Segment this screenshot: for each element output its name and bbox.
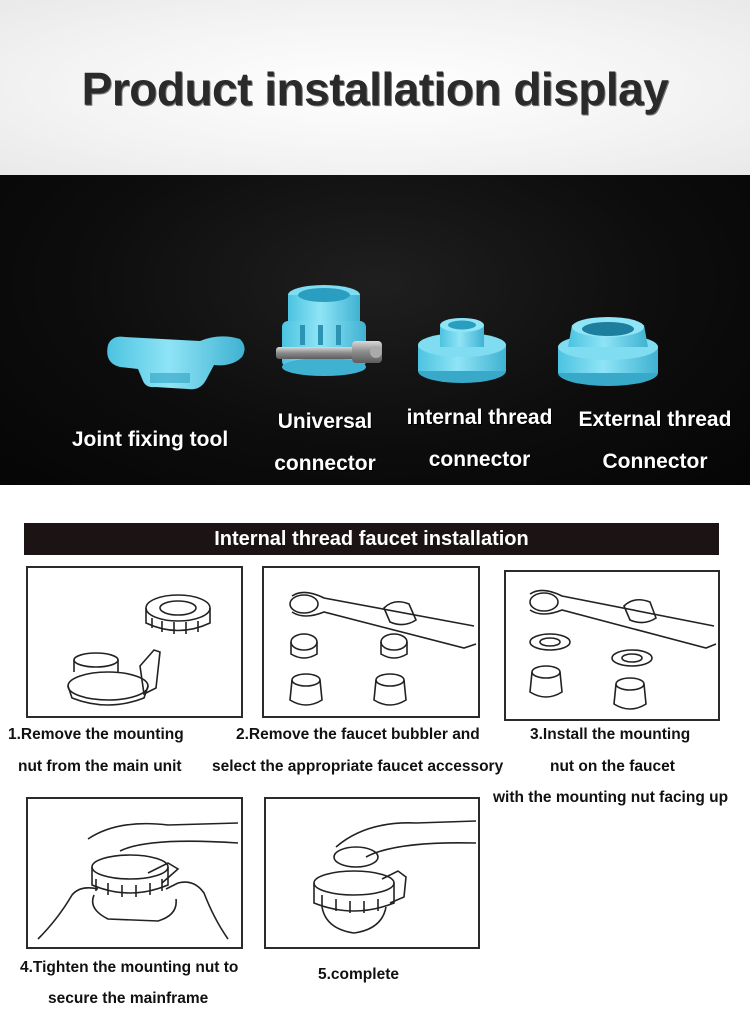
universal-connector-image: [276, 285, 382, 376]
step-1-illustration: [26, 566, 243, 718]
step-3-caption-line-2: nut on the faucet: [550, 758, 675, 775]
product-label-line: connector: [428, 448, 531, 471]
step-1-caption-line-1: 1.Remove the mounting: [8, 726, 184, 743]
section-banner: [24, 523, 719, 555]
joint-fixing-tool-image: [107, 336, 244, 389]
product-label-line: connector: [274, 452, 376, 475]
section-title: Internal thread faucet installation: [214, 528, 529, 550]
step-4-caption-line-2: secure the mainframe: [48, 990, 209, 1007]
product-showcase: [0, 175, 750, 485]
product-label-internal-thread-connector: [392, 397, 567, 481]
product-label-external-thread-connector: [566, 399, 744, 483]
step-2-caption-line-1: 2.Remove the faucet bubbler and: [236, 726, 480, 743]
step-2-caption-line-2: select the appropriate faucet accessory: [212, 758, 504, 775]
internal-thread-connector-image: [418, 318, 506, 383]
product-label-line: internal thread: [406, 406, 553, 429]
step-3-caption-line-1: 3.Install the mounting: [530, 726, 691, 743]
product-label-universal-connector: [250, 401, 400, 485]
step-4-illustration: [26, 797, 243, 949]
step-2-illustration: [262, 566, 480, 718]
product-label-line: External thread: [578, 408, 732, 431]
step-4-caption-line-1: 4.Tighten the mounting nut to: [20, 959, 239, 976]
step-1-caption-line-2: nut from the main unit: [18, 758, 182, 775]
step-3-illustration: [504, 570, 720, 721]
product-label-line: Connector: [602, 450, 708, 473]
product-label-line: Joint fixing tool: [71, 428, 229, 451]
step-5-illustration: [264, 797, 480, 949]
page-title: Product installation display: [81, 63, 669, 115]
step-3-caption-line-3: with the mounting nut facing up: [493, 789, 729, 806]
step-5-caption-line-1: 5.complete: [318, 966, 399, 983]
product-label-joint-fixing-tool: [50, 419, 250, 461]
external-thread-connector-image: [558, 317, 658, 386]
product-label-line: Universal: [277, 410, 373, 433]
